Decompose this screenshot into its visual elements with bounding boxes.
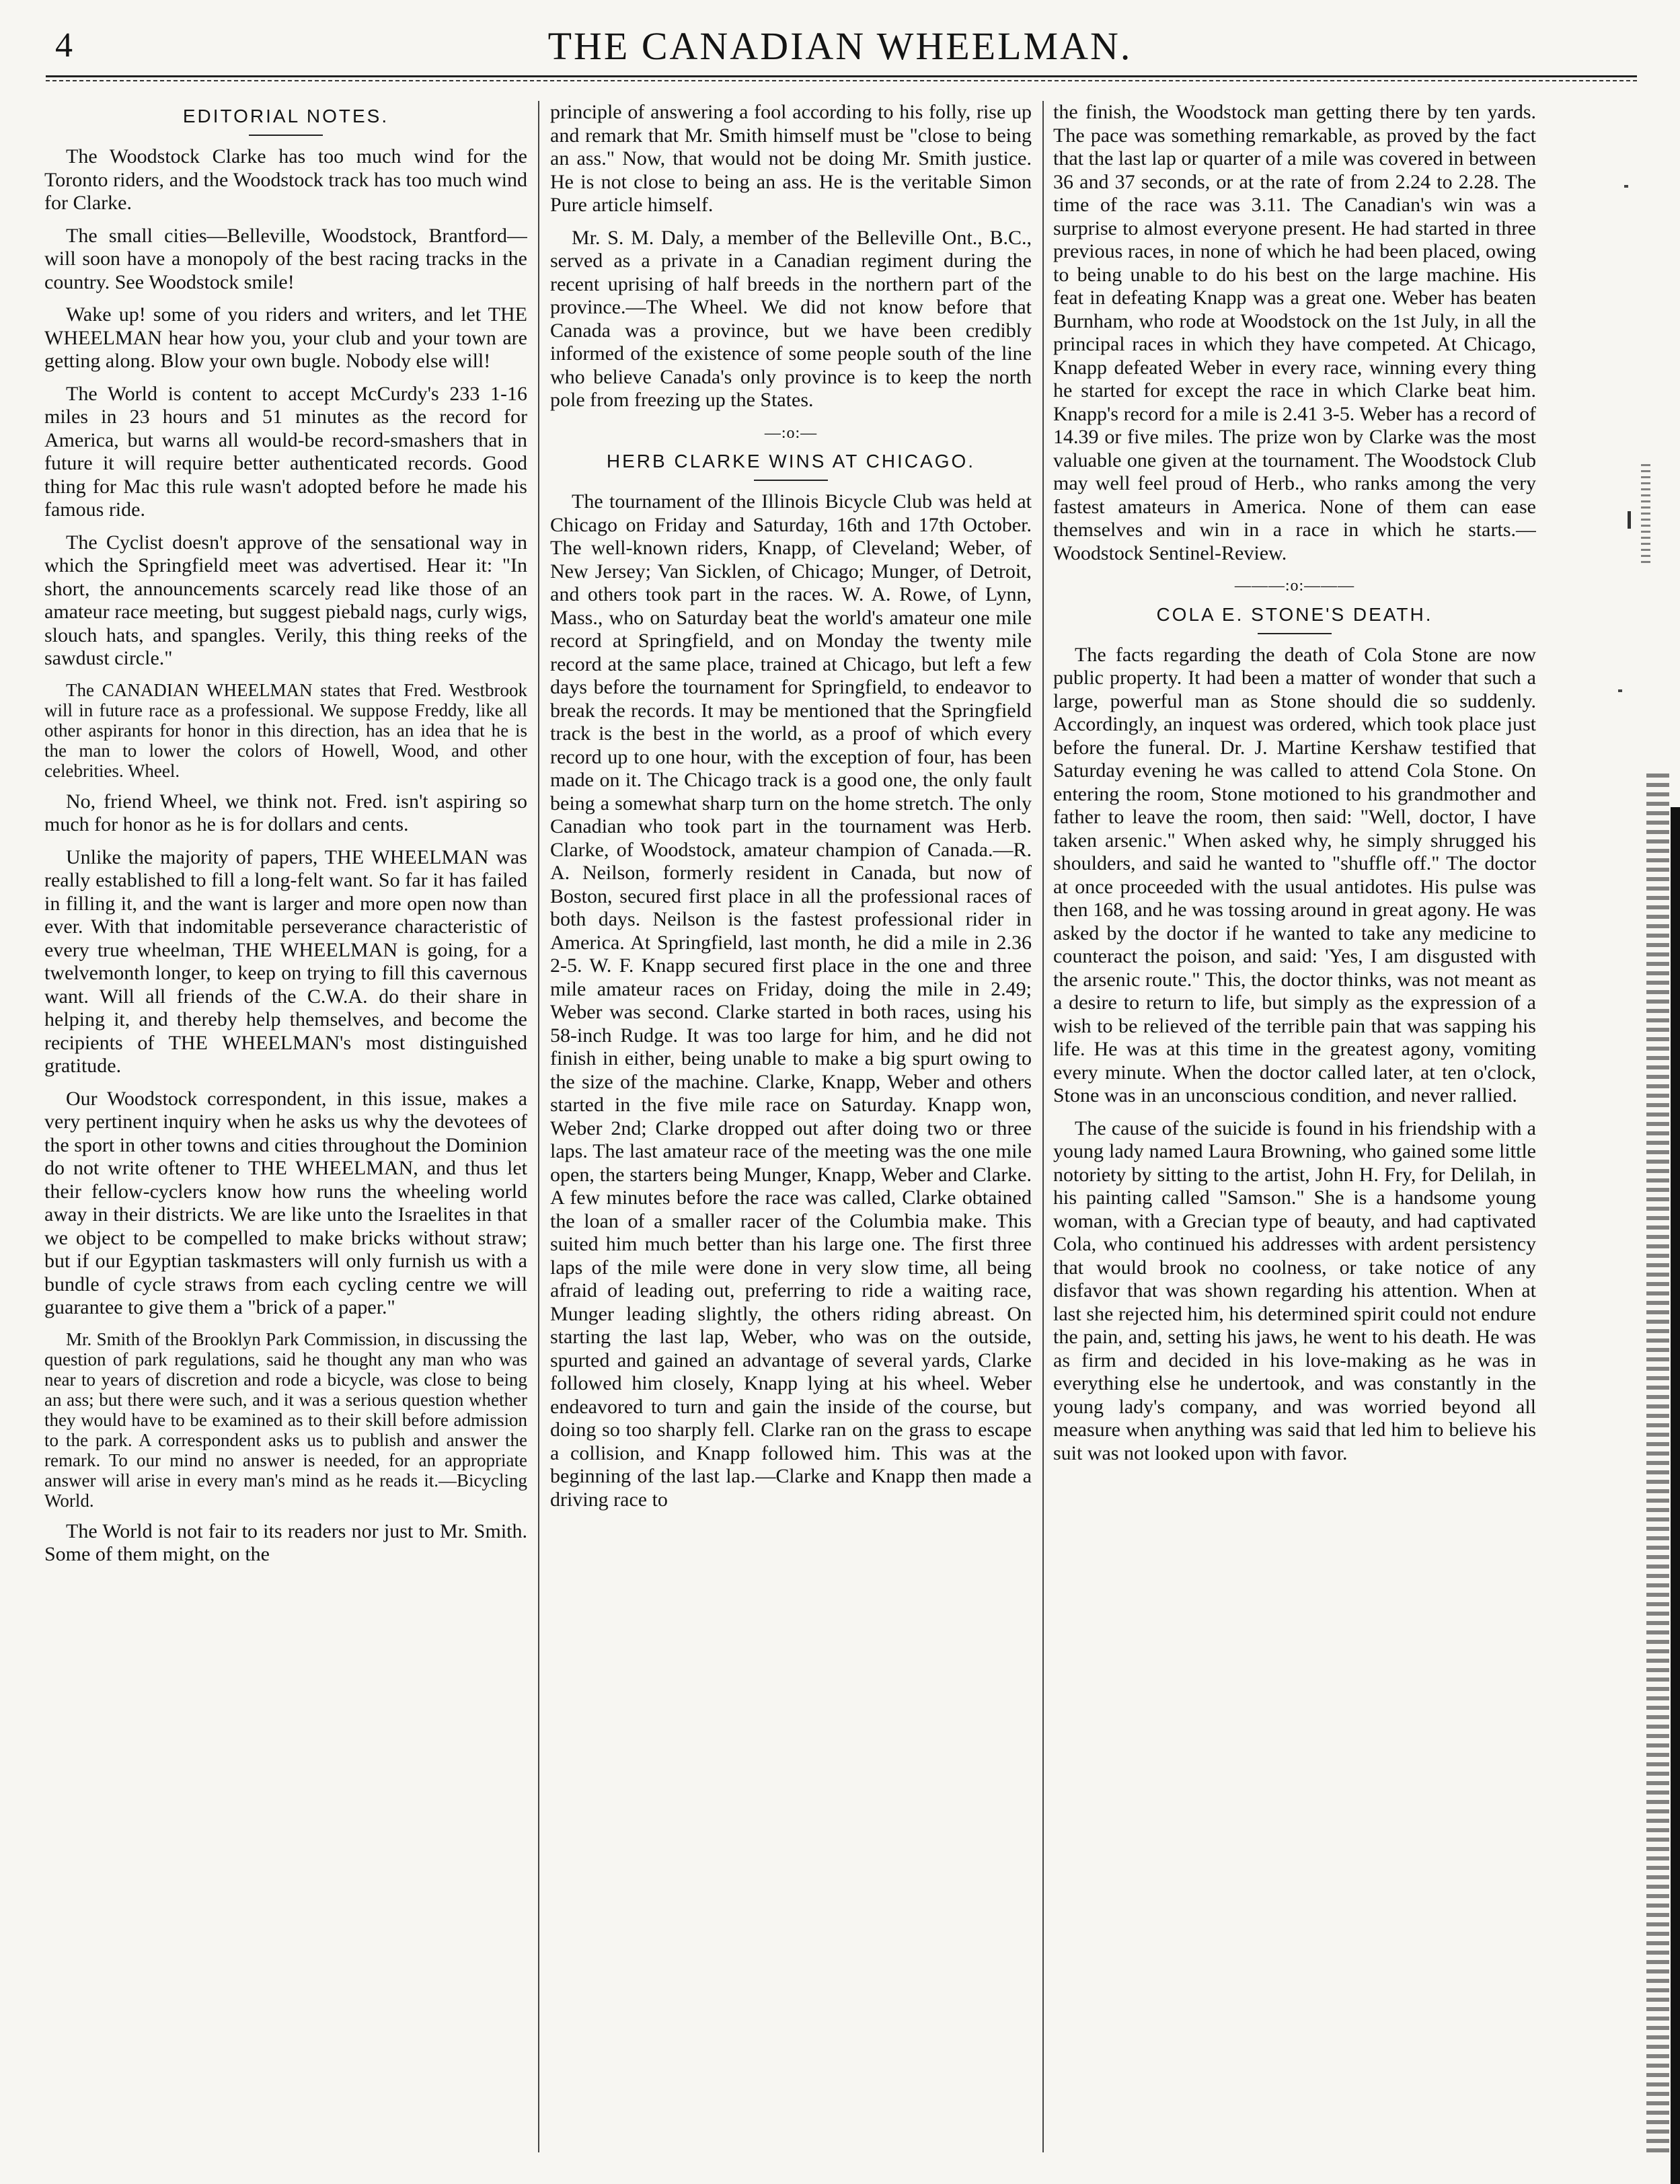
scan-speck	[1624, 185, 1628, 188]
paragraph: Mr. S. M. Daly, a member of the Belleville Ont., B.C., served as a private in a Canadian regiment during the recent uprising of half breeds in the northern part of the province.—The Wheel. We did not know before that Canada was a province, but we have been credibly informed of the existence of some people south of the line who believe Canada's only province is to keep the north pole from freezing up the States.	[550, 226, 1032, 411]
column-rule	[1042, 101, 1044, 2152]
column-editorial-notes	[44, 101, 527, 2159]
section-divider: ———:o:———	[1234, 577, 1355, 595]
scan-speck	[1628, 511, 1631, 529]
paragraph: The facts regarding the death of Cola Stone are now public property. It had been a matter of wonder that such a large, powerful man as Stone should die so suddenly. Accordingly, an inquest was ordered, which took place just before the funeral. Dr. J. Martine Kershaw testified that Saturday evening he was called to attend Cola Stone. On entering the room, Stone motioned to his grandmother and father to leave the room, then said: "Well, doctor, I have taken arsenic." When asked why, he simply shrugged his shoulders, and said he wanted to "shuffle off." The doctor at once proceeded with the usual antidotes. His pulse was then 168, and he was tossing around in great agony. He was asked by the doctor if he wanted to take any medicine to counteract the poison, and said: 'Yes, I am disgusted with the arsenic route." This, the doctor thinks, was not meant as a desire to return to life, but simply as the expression of a wish to be relieved of the terrible pain that was sapping his life. He was at this time in the greatest agony, vomiting every minute. When the doctor called later, at ten o'clock, Stone was in an unconscious condition, and never rallied.	[1053, 643, 1536, 1106]
column-rule	[538, 101, 539, 2152]
paragraph: The World is content to accept McCurdy's 233 1-16 miles in 23 hours and 51 minutes as the record for America, but warns all would-be record-smashers that in future it will require better authenticated records. Good thing for Mac this rule wasn't adopted before he made his famous ride.	[44, 382, 527, 521]
paragraph: The tournament of the Illinois Bicycle Club was held at Chicago on Friday and Saturday, 16th and 17th October. The well-known riders, Knapp, of Cleveland; Weber, of New Jersey; Van Sicklen, of Chicago; Munger, of Detroit, and others took part in the races. W. A. Rowe, of Lynn, Mass., who on Saturday beat the world's amateur one mile record at Springfield, and on Monday the twenty mile record at the same place, trained at Chicago, but left a few days before the tournament for Springfield, to endeavor to break the records. It may be mentioned that the Springfield track is the best in the world, as a proof of which every record up to one hour, with the exception of four, has been made on it. The Chicago track is a good one, the only fault being a somewhat sharp turn on the home stretch. The only Canadian who took part in the tournament was Herb. Clarke, of Woodstock, amateur champion of Canada.—R. A. Neilson, formerly resident in Canada, but now of Boston, secured first place in all the professional races of both days. Neilson is the fastest professional rider in America. At Springfield, last month, he did a mile in 2.36 2-5. W. F. Knapp secured first place in the one and three mile amateur races on Friday, doing the mile in 2.49; Weber was second. Clarke started in both races, using his 58-inch Rudge. It was too large for him, and he did not finish in either, being unable to make a big spurt owing to the size of the machine. Clarke, Knapp, Weber and others started in the five mile race on Saturday. Knapp won, Weber 2nd; Clarke dropped out after doing two or three laps. The last amateur race of the meeting was the one mile open, the starters being Munger, Knapp, Weber and Clarke. A few minutes before the race was called, Clarke obtained the loan of a smaller racer of the Columbia make. This suited him much better than his large one. The first three laps of the mile were done in very slow time, all being afraid of leading out, preferring to ride a waiting race, Munger leading slightly, the others riding abreast. On starting the last lap, Weber, who was on the outside, spurted and gained an advantage of several yards, Clarke followed him closely, Knapp lying at his wheel. Weber endeavored to turn and gain the inside of the course, but doing so too sharply fell. Clarke ran on the grass to escape a collision, and Knapp followed him. This was at the beginning of the last lap.—Clarke and Knapp then made a driving race to	[550, 490, 1032, 1511]
scan-speck	[1641, 464, 1650, 565]
masthead-rule	[46, 75, 1637, 81]
paragraph: Unlike the majority of papers, THE WHEELMAN was really established to fill a long-felt want. So far it has failed in filling it, and the want is larger and more open now than ever. With that indomitable perseverance characteristic of every true wheelman, THE WHEELMAN is going, for a twelvemonth longer, to keep on trying to fill this cavernous want. Will all friends of the C.W.A. do their share in helping it, and thereby help themselves, and become the recipients of THE WHEELMAN's most distinguished gratitude.	[44, 845, 527, 1077]
paragraph: the finish, the Woodstock man getting there by ten yards. The pace was something remarkable, as proved by the fact that the last lap or quarter of a mile was covered in between 36 and 37 seconds, or at the rate of from 2.24 to 2.28. The time of the race was 3.11. The Canadian's win was a surprise to almost everyone present. He had started in three previous races, in none of which he had been placed, owing to being unable to do his best on the large machine. His feat in defeating Knapp was a great one. Weber has beaten Burnham, who rode at Woodstock on the 1st July, in all the principal races in which they have competed. At Chicago, Knapp defeated Weber in every race, winning every thing he started for except the race in which Clarke beat him. Knapp's record for a mile is 2.41 3-5. Weber has a record of 14.39 or five miles. The prize won by Clarke was the most valuable one given at the tournament. The Woodstock Club may well feel proud of Herb., who ranks among the very fastest amateurs in America. None of them can ease themselves and win in a race in which he starts.—Woodstock Sentinel-Review.	[1053, 101, 1536, 564]
paragraph: The World is not fair to its readers nor just to Mr. Smith. Some of them might, on the	[44, 1519, 527, 1565]
section-heading-herb-clarke: HERB CLARKE WINS AT CHICAGO.	[606, 451, 976, 472]
paragraph: The CANADIAN WHEELMAN states that Fred. Westbrook will in future race as a professional. We suppose Freddy, like all other aspirants for honor in this direction, has an idea that he is the man to lower the colors of Howell, Wood, and other celebrities. Wheel.	[44, 679, 527, 781]
scan-edge-bar	[1671, 807, 1680, 2184]
paragraph: The Cyclist doesn't approve of the sensational way in which the Springfield meet was advertised. Hear it: "In short, the announcements scarcely read like those of an amateur race meeting, but suggest piebald nags, curly wigs, slouch hats, and spangles. Verily, this thing reeks of the sawdust circle."	[44, 531, 527, 669]
paragraph: No, friend Wheel, we think not. Fred. isn't aspiring so much for honor as he is for dollars and cents.	[44, 790, 527, 835]
paragraph: The cause of the suicide is found in his friendship with a young lady named Laura Browning, who gained some little notoriety by sitting to the artist, John H. Fry, for Delilah, in his painting called "Samson." She is a handsome young woman, with a Grecian type of beauty, and had captivated Cola, who continued his addresses with ardent persistency that would brook no coolness, or take notice of any disfavor that was shown regarding his attention. When at last she rejected him, his determined spirit could not endure the pain, and, setting his jaws, he went to his death. He was as firm and decided in his love-making as he was in everything else he undertook, and was constantly in the young lady's company, and was worried beyond all measure when anything was said that led him to believe his suit was not looked upon with favor.	[1053, 1117, 1536, 1464]
masthead-title: THE CANADIAN WHEELMAN.	[547, 24, 1133, 68]
section-heading-editorial-notes: EDITORIAL NOTES.	[182, 106, 389, 126]
section-divider: —:o:—	[764, 424, 818, 442]
paragraph: Our Woodstock correspondent, in this issue, makes a very pertinent inquiry when he asks us why the devotees of the sport in other towns and cities throughout the Dominion do not write oftener to THE WHEELMAN, and thus let their fellow-cyclers know how runs the wheeling world away in their districts. We are like unto the Israelites in that we object to be compelled to make bricks without straw; but if our Egyptian taskmasters will only furnish us with a bundle of cycle straws from each cycling centre we will guarantee to give them a "brick of a paper."	[44, 1087, 527, 1318]
heading-rule	[754, 480, 828, 481]
paragraph: The Woodstock Clarke has too much wind for the Toronto riders, and the Woodstock track has too much wind for Clarke.	[44, 145, 527, 214]
scan-speck	[1618, 689, 1622, 692]
paragraph: The small cities—Belleville, Woodstock, Brantford—will soon have a monopoly of the best racing tracks in the country. See Woodstock smile!	[44, 224, 527, 293]
paragraph: Mr. Smith of the Brooklyn Park Commission, in discussing the question of park regulations, said he thought any man who was near to years of discretion and rode a bicycle, was close to being an ass; but there were such, and it was a serious question whether they would have to be examined as to their skill before admission to the park. A correspondent asks us to publish and answer the remark. To our mind no answer is needed, for an appropriate answer will arise in every man's mind as he reads it.—Bicycling World.	[44, 1328, 527, 1511]
section-heading-cola-stone: COLA E. STONE'S DEATH.	[1156, 603, 1433, 625]
paragraph: Wake up! some of you riders and writers, and let THE WHEELMAN hear how you, your club and your town are getting along. Blow your own bugle. Nobody else will!	[44, 303, 527, 372]
column-herb-clarke	[550, 101, 1032, 2159]
paragraph: principle of answering a fool according to his folly, rise up and remark that Mr. Smith himself must be "close to being an ass." Now, that would not be doing Mr. Smith justice. He is not close to being an ass. He is the veritable Simon Pure article himself.	[550, 101, 1032, 216]
scan-edge-artifact	[1646, 774, 1669, 2152]
heading-rule	[1258, 633, 1332, 634]
heading-rule	[249, 135, 323, 136]
page-number: 4	[55, 26, 73, 65]
column-cola-stone	[1053, 101, 1536, 2159]
